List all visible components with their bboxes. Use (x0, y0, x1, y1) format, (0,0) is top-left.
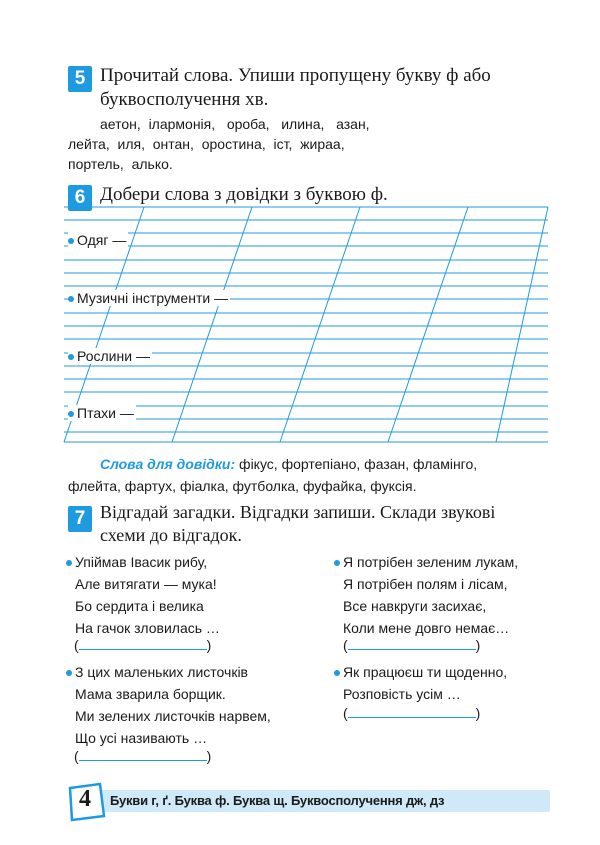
riddle-1-answer-field[interactable]: ( ) (74, 637, 212, 653)
bullet-icon (334, 560, 340, 566)
footer-title: Букви г, ґ. Буква ф. Буква щ. Буквосполучення дж, дз (110, 793, 445, 808)
task-6-number: 6 (68, 185, 92, 211)
category-clothes: Одяг — (68, 232, 128, 248)
word-fragment: алько. (131, 156, 173, 172)
bullet-icon (68, 411, 74, 417)
riddle-2: Я потрібен зеленим лукам, Я потрібен полям і лісам, Все навкруги засихає, Коли мене довго немає… (334, 551, 518, 639)
grid-slant-line (496, 207, 548, 442)
task-5-number: 5 (68, 66, 92, 92)
word-fragment: ороба, (226, 116, 270, 132)
word-fragment: илина, (281, 116, 325, 132)
task-7-instruction-line2: схеми до відгадок. (100, 525, 242, 545)
grid-slant-line (388, 207, 468, 442)
word-fragment: онтан, (152, 136, 194, 152)
riddle-3: З цих маленьких листочків Мама зварила борщик. Ми зелених листочків нарвем, Що усі називають … (66, 661, 271, 749)
task-5-instruction-line1: Прочитай слова. Упиши пропущену букву ф або (100, 65, 491, 86)
page-number: 4 (79, 786, 91, 812)
word-fragment: ель, (97, 156, 124, 172)
riddle-4-answer-field[interactable]: ( ) (343, 705, 481, 721)
task-6-instruction: Добери слова з довідки з буквою ф. (100, 184, 388, 205)
word-fragment: іст, (273, 136, 293, 152)
bullet-icon (68, 238, 74, 244)
word-fragment: ілармонія, (148, 116, 216, 132)
riddle-1: Упіймав Івасик рибу, Але витягати — мука! Бо сердита і велика На гачок зловилась … (66, 551, 220, 639)
bullet-icon (68, 296, 74, 302)
riddle-3-answer-field[interactable]: ( ) (74, 748, 212, 764)
bullet-icon (334, 670, 340, 676)
word-fragment: лейта, (68, 136, 110, 152)
word-fragment: порт (68, 156, 98, 172)
category-birds: Птахи — (68, 405, 136, 421)
bullet-icon (66, 670, 72, 676)
reference-line-2: флейта, фартух, фіалка, футболка, фуфайка, фуксія. (68, 478, 417, 494)
word-fragment: азан, (336, 116, 370, 132)
task-5-instruction-line2: буквосполучення хв. (100, 89, 269, 110)
word-fragment: оростина, (201, 136, 266, 152)
grid-slant-line (172, 207, 252, 442)
riddle-2-answer-field[interactable]: ( ) (343, 637, 481, 653)
reference-label: Слова для довідки: (100, 456, 236, 472)
word-fragment: а, (332, 136, 345, 152)
bullet-icon (66, 560, 72, 566)
reference-words (68, 453, 477, 497)
word-fragment: аетон, (100, 116, 141, 132)
word-fragment: жира (300, 136, 333, 152)
category-musical-instruments: Музичні інструменти — (68, 290, 230, 306)
category-plants: Рослини — (68, 348, 152, 364)
riddle-4: Як працюєш ти щоденно, Розповість усім … (334, 661, 507, 705)
word-fragment: иля, (117, 136, 145, 152)
reference-line-1: фікус, фортепіано, фазан, фламінго, (239, 456, 478, 472)
task-7-number: 7 (68, 506, 92, 532)
grid-slant-line (280, 207, 360, 442)
task-7-instruction-line1: Відгадай загадки. Відгадки запиши. Склади звукові (100, 502, 496, 522)
bullet-icon (68, 354, 74, 360)
